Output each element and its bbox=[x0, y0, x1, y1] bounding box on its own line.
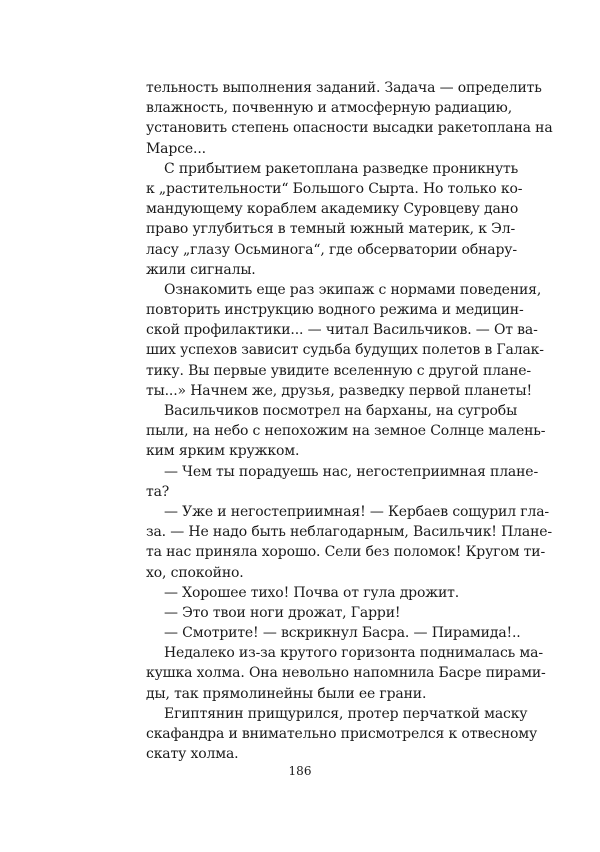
text-line: ласу „глазу Осьминога“, где обсерватории обнару- bbox=[146, 241, 517, 258]
text-line: установить степень опасности высадки ракетоплана на bbox=[146, 120, 553, 137]
text-line: тельность выполнения заданий. Задача — определить bbox=[146, 80, 542, 96]
text-line: Ознакомить еще раз экипаж с нормами поведения, bbox=[164, 281, 542, 298]
text-line: ших успехов зависит судьба будущих полетов в Галак- bbox=[146, 342, 544, 359]
text-line: мандующему кораблем академику Суровцеву дано bbox=[146, 201, 519, 218]
text-line: право углубиться в темный южный материк, к Эл- bbox=[146, 221, 516, 238]
text-line: — Хорошее тихо! Почва от гула дрожит. bbox=[164, 584, 460, 601]
text-line: — Смотрите! — вскрикнул Басра. — Пирамида!.. bbox=[164, 625, 521, 642]
text-line: хо, спокойно. bbox=[146, 564, 244, 581]
text-line: жили сигналы. bbox=[146, 261, 256, 278]
text-line: Египтянин прищурился, протер перчаткой маску bbox=[164, 705, 528, 722]
text-line: Недалеко из-за крутого горизонта поднималась ма- bbox=[164, 645, 543, 662]
text-line: Марсе... bbox=[146, 140, 206, 157]
text-line: — Чем ты порадуешь нас, негостеприимная плане- bbox=[164, 463, 539, 480]
body-text bbox=[146, 78, 553, 764]
text-line: к „растительности“ Большого Сырта. Но только ко- bbox=[146, 180, 523, 197]
text-line: тику. Вы первые увидите вселенную с другой плане- bbox=[146, 362, 532, 379]
text-line: повторить инструкцию водного режима и медицин- bbox=[146, 302, 524, 319]
text-line: Васильчиков посмотрел на барханы, на сугробы bbox=[164, 403, 518, 419]
page-number: 186 bbox=[288, 764, 312, 778]
text-line: скату холма. bbox=[146, 746, 239, 763]
text-line: — Это твои ноги дрожат, Гарри! bbox=[164, 604, 401, 621]
text-line: ской профилактики... — читал Васильчиков. — От ва- bbox=[146, 322, 538, 339]
text-line: ты...» Начнем же, друзья, разведку первой планеты! bbox=[146, 382, 532, 399]
text-line: влажность, почвенную и атмосферную радиацию, bbox=[146, 100, 513, 117]
text-line: кушка холма. Она невольно напомнила Басре пирами- bbox=[146, 665, 546, 682]
text-line: пыли, на небо с непохожим на земное Солнце малень- bbox=[146, 423, 546, 440]
text-line: С прибытием ракетоплана разведке проникнуть bbox=[164, 160, 519, 177]
text-line: скафандра и внимательно присмотрелся к отвесному bbox=[146, 726, 538, 742]
text-line: ким ярким кружком. bbox=[146, 443, 300, 460]
text-line: за. — Не надо быть неблагодарным, Васильчик! Плане- bbox=[146, 524, 552, 541]
text-line: ды, так прямолинейны были ее грани. bbox=[146, 685, 427, 702]
text-line: — Уже и негостеприимная! — Кербаев сощурил гла- bbox=[164, 503, 549, 520]
text-line: та нас приняла хорошо. Сели без поломок! Кругом ти- bbox=[146, 544, 546, 561]
text-line: та? bbox=[146, 483, 170, 500]
